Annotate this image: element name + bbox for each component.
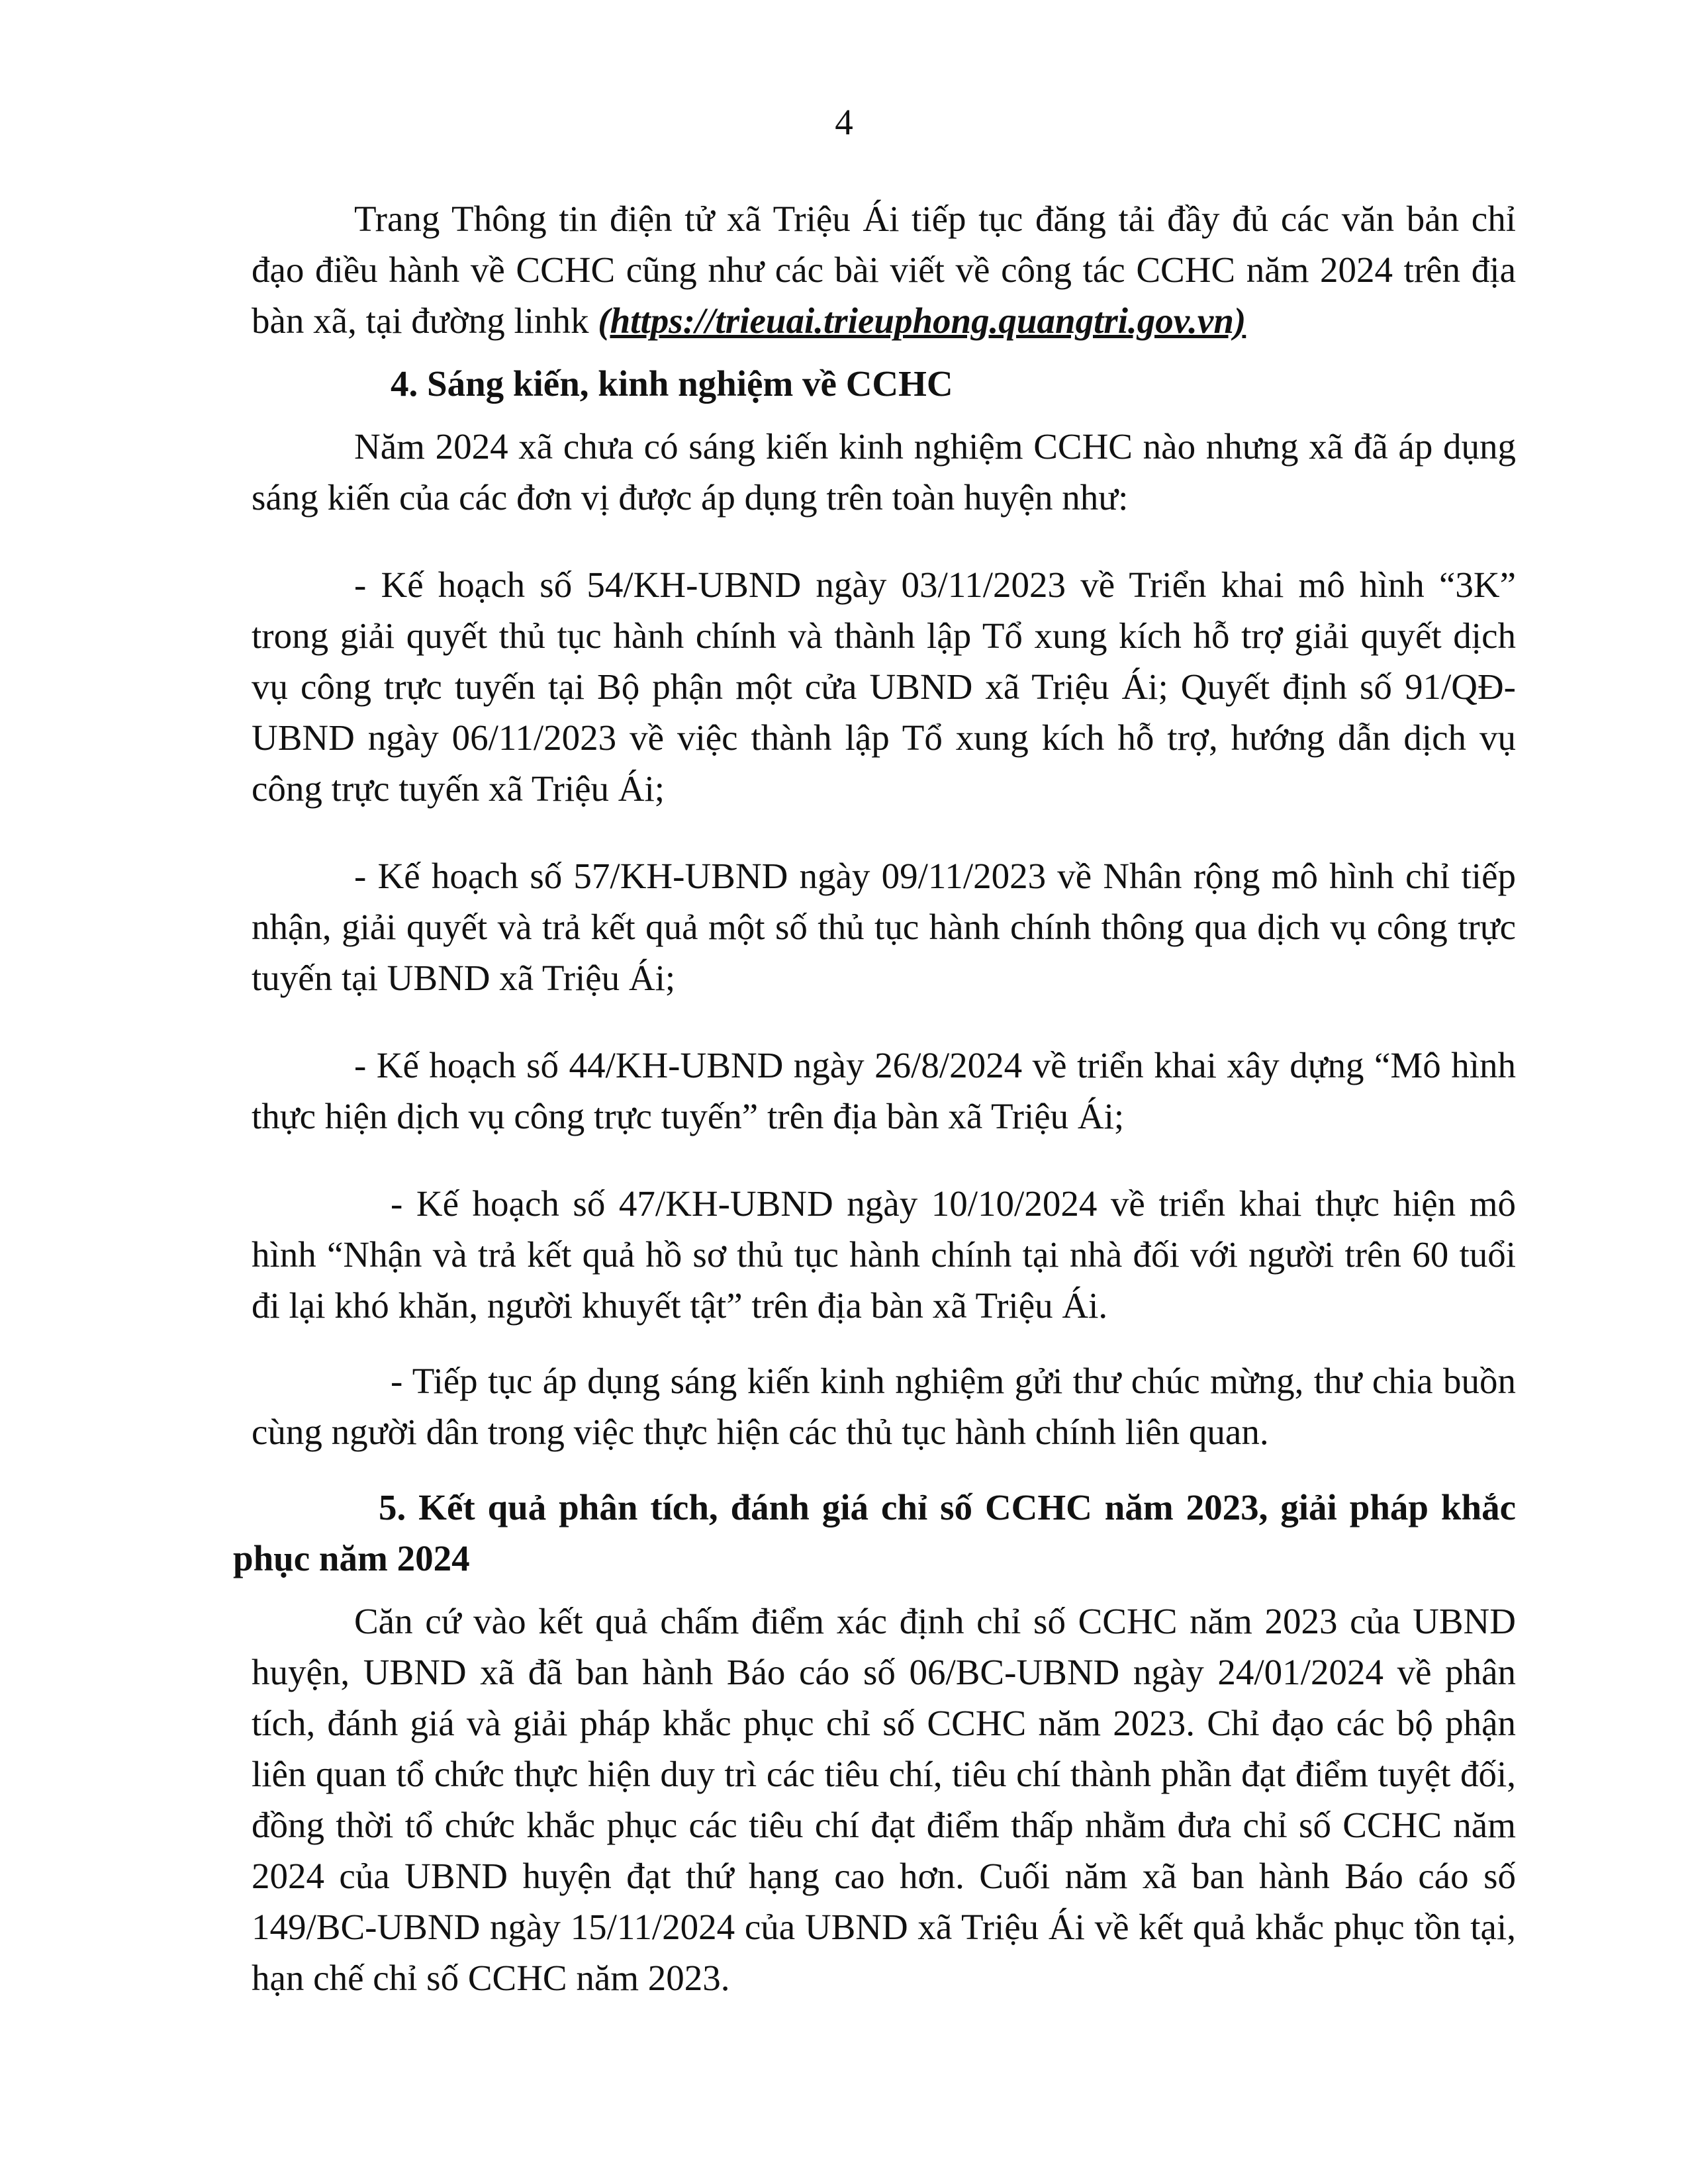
intro-paragraph: [252, 193, 1516, 346]
page-number: 4: [835, 102, 853, 142]
list-item-plan-44: - Kế hoạch số 44/KH-UBND ngày 26/8/2024 về triển khai xây dựng “Mô hình thực hiện dịch vụ công trực tuyến” trên địa bàn xã Triệu Ái;: [252, 1045, 1516, 1136]
document-body: [233, 193, 1516, 2003]
list-item-continue: - Tiếp tục áp dụng sáng kiến kinh nghiệm gửi thư chúc mừng, thư chia buồn cùng người dân trong việc thực hiện các thủ tục hành chính liên quan.: [252, 1361, 1516, 1452]
list-item-plan-54: - Kế hoạch số 54/KH-UBND ngày 03/11/2023 về Triển khai mô hình “3K” trong giải quyết thủ tục hành chính và thành lập Tổ xung kích hỗ trợ giải quyết dịch vụ công trực tuyến tại Bộ phận một cửa UBND xã Triệu Ái; Quyết định số 91/QĐ-UBND ngày 06/11/2023 về việc thành lập Tổ xung kích hỗ trợ, hướng dẫn dịch vụ công trực tuyến xã Triệu Ái;: [252, 565, 1516, 809]
list-item-plan-47: - Kế hoạch số 47/KH-UBND ngày 10/10/2024 về triển khai thực hiện mô hình “Nhận và trả kết quả hồ sơ thủ tục hành chính tại nhà đối với người trên 60 tuổi đi lại khó khăn, người khuyết tật” trên địa bàn xã Triệu Ái.: [252, 1183, 1516, 1326]
list-item-plan-57: - Kế hoạch số 57/KH-UBND ngày 09/11/2023 về Nhân rộng mô hình chỉ tiếp nhận, giải quyết và trả kết quả một số thủ tục hành chính thông qua dịch vụ công trực tuyến tại UBND xã Triệu Ái;: [252, 856, 1516, 998]
intro-text: Trang Thông tin điện tử xã Triệu Ái tiếp tục đăng tải đầy đủ các văn bản chỉ đạo điều hành về CCHC cũng như các bài viết về công tác CCHC năm 2024 trên địa bàn xã, tại đường linhk: [252, 199, 1516, 341]
section-5-body: Căn cứ vào kết quả chấm điểm xác định chỉ số CCHC năm 2023 của UBND huyện, UBND xã đã ban hành Báo cáo số 06/BC-UBND ngày 24/01/2024 về phân tích, đánh giá và giải pháp khắc phục chỉ số CCHC năm 2023. Chỉ đạo các bộ phận liên quan tổ chức thực hiện duy trì các tiêu chí, tiêu chí thành phần đạt điểm tuyệt đối, đồng thời tổ chức khắc phục các tiêu chí đạt điểm thấp nhằm đưa chỉ số CCHC năm 2024 của UBND huyện đạt thứ hạng cao hơn. Cuối năm xã ban hành Báo cáo số 149/BC-UBND ngày 15/11/2024 của UBND xã Triệu Ái về kết quả khắc phục tồn tại, hạn chế chỉ số CCHC năm 2023.: [252, 1601, 1516, 1998]
section-4-intro: Năm 2024 xã chưa có sáng kiến kinh nghiệm CCHC nào nhưng xã đã áp dụng sáng kiến của các đơn vị được áp dụng trên toàn huyện như:: [252, 426, 1516, 518]
website-link[interactable]: (https://trieuai.trieuphong.quangtri.gov.vn): [598, 300, 1246, 341]
section-5-heading: 5. Kết quả phân tích, đánh giá chỉ số CCHC năm 2023, giải pháp khắc phục năm 2024: [233, 1487, 1516, 1578]
section-4-heading: 4. Sáng kiến, kinh nghiệm về CCHC: [391, 363, 953, 404]
